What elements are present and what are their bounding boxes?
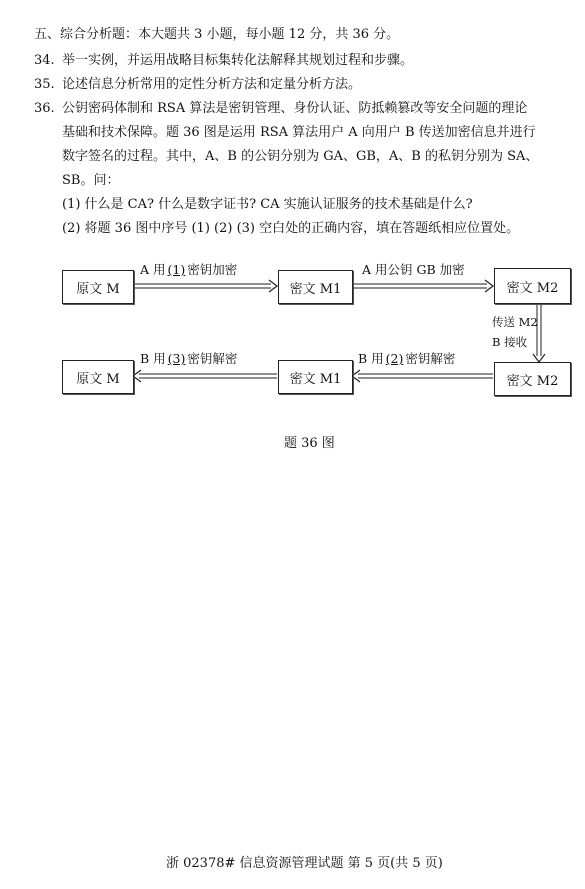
arrow-top-1 [132, 280, 277, 292]
label-a-encrypt-gb: A 用公钥 GB 加密 [362, 262, 465, 277]
page-footer: 浙 02378# 信息资源管理试题 第 5 页(共 5 页) [166, 856, 443, 871]
box-cipher-m2-bottom: 密文 M2 [494, 362, 571, 396]
question-36-line2: 基础和技术保障。题 36 图是运用 RSA 算法用户 A 向用户 B 传送加密信息并进行 [62, 125, 536, 140]
box-cipher-m1-top: 密文 M1 [278, 270, 353, 304]
blank-3: (3) [167, 351, 186, 366]
blank-1: (1) [167, 262, 186, 277]
box-plaintext-top: 原文 M [62, 270, 134, 304]
blank-2: (2) [385, 351, 404, 366]
label-b-decrypt-3: B 用 (3) 密钥解密 [140, 351, 238, 366]
arrow-bottom-2 [133, 370, 277, 382]
box-plaintext-bottom: 原文 M [62, 360, 134, 394]
question-36-sub1: (1) 什么是 CA? 什么是数字证书? CA 实施认证服务的技术基础是什么? [62, 197, 473, 212]
figure-caption: 题 36 图 [284, 436, 335, 451]
question-36-line3: 数字签名的过程。其中，A、B 的公钥分别为 GA、GB，A、B 的私钥分别为 SA、 [62, 149, 539, 164]
question-text: 公钥密码体制和 RSA 算法是密钥管理、身份认证、防抵赖篡改等安全问题的理论 [62, 101, 528, 116]
question-36-sub2: (2) 将题 36 图中序号 (1) (2) (3) 空白处的正确内容，填在答题纸相应位置处。 [62, 221, 520, 236]
arrow-top-2 [351, 280, 493, 292]
question-text: 论述信息分析常用的定性分析方法和定量分析方法。 [62, 77, 362, 92]
section-heading: 五、综合分析题：本大题共 3 小题，每小题 12 分，共 36 分。 [34, 27, 400, 42]
question-text: 举一实例，并运用战略目标集转化法解释其规划过程和步骤。 [62, 53, 414, 68]
question-number: 36. [34, 101, 55, 116]
box-cipher-m2-top: 密文 M2 [494, 268, 571, 304]
question-36-line4: SB。问： [62, 173, 120, 188]
label-transmit: 传送 M2 B 接收 [492, 315, 538, 349]
box-cipher-m1-bottom: 密文 M1 [278, 360, 353, 394]
label-b-decrypt-2: B 用 (2) 密钥解密 [358, 351, 456, 366]
question-number: 35. [34, 77, 55, 92]
question-number: 34. [34, 53, 55, 68]
label-a-encrypt-1: A 用 (1) 密钥加密 [140, 262, 238, 277]
arrow-bottom-1 [352, 370, 493, 382]
